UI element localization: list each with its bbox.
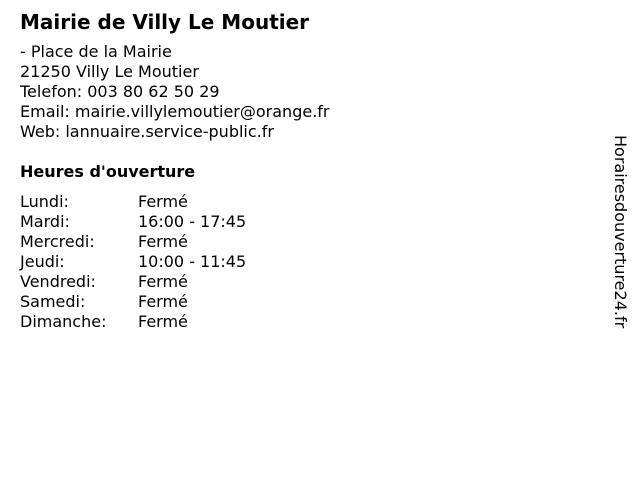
hours-row-lundi xyxy=(20,192,590,212)
hours-row-mardi xyxy=(20,212,590,232)
opening-hours-heading: Heures d'ouverture xyxy=(20,162,196,181)
email-address: Email: mairie.villylemoutier@orange.fr xyxy=(20,102,330,121)
hours-day-label: Jeudi: xyxy=(20,252,65,271)
page-title: Mairie de Villy Le Moutier xyxy=(20,10,310,34)
address-line-1: - Place de la Mairie xyxy=(20,42,172,61)
address-line-2: 21250 Villy Le Moutier xyxy=(20,62,199,81)
hours-day-value: Fermé xyxy=(138,192,188,211)
hours-day-label: Samedi: xyxy=(20,292,86,311)
hours-row-mercredi xyxy=(20,232,590,252)
hours-day-value: Fermé xyxy=(138,312,188,331)
phone-number: Telefon: 003 80 62 50 29 xyxy=(20,82,220,101)
hours-day-label: Dimanche: xyxy=(20,312,107,331)
hours-row-dimanche xyxy=(20,312,590,332)
website-address: Web: lannuaire.service-public.fr xyxy=(20,122,274,141)
hours-day-value: 16:00 - 17:45 xyxy=(138,212,247,231)
hours-day-label: Mercredi: xyxy=(20,232,95,251)
contact-info xyxy=(20,42,590,142)
hours-row-samedi xyxy=(20,292,590,312)
hours-day-label: Lundi: xyxy=(20,192,69,211)
hours-day-value: Fermé xyxy=(138,292,188,311)
hours-day-value: Fermé xyxy=(138,232,188,251)
hours-day-label: Vendredi: xyxy=(20,272,96,291)
business-card xyxy=(20,10,590,332)
hours-day-value: 10:00 - 11:45 xyxy=(138,252,247,271)
opening-hours-table xyxy=(20,192,590,332)
brand-watermark: Horairesdouverture24.fr xyxy=(611,135,630,329)
hours-day-value: Fermé xyxy=(138,272,188,291)
hours-day-label: Mardi: xyxy=(20,212,70,231)
hours-row-vendredi xyxy=(20,272,590,292)
hours-row-jeudi xyxy=(20,252,590,272)
